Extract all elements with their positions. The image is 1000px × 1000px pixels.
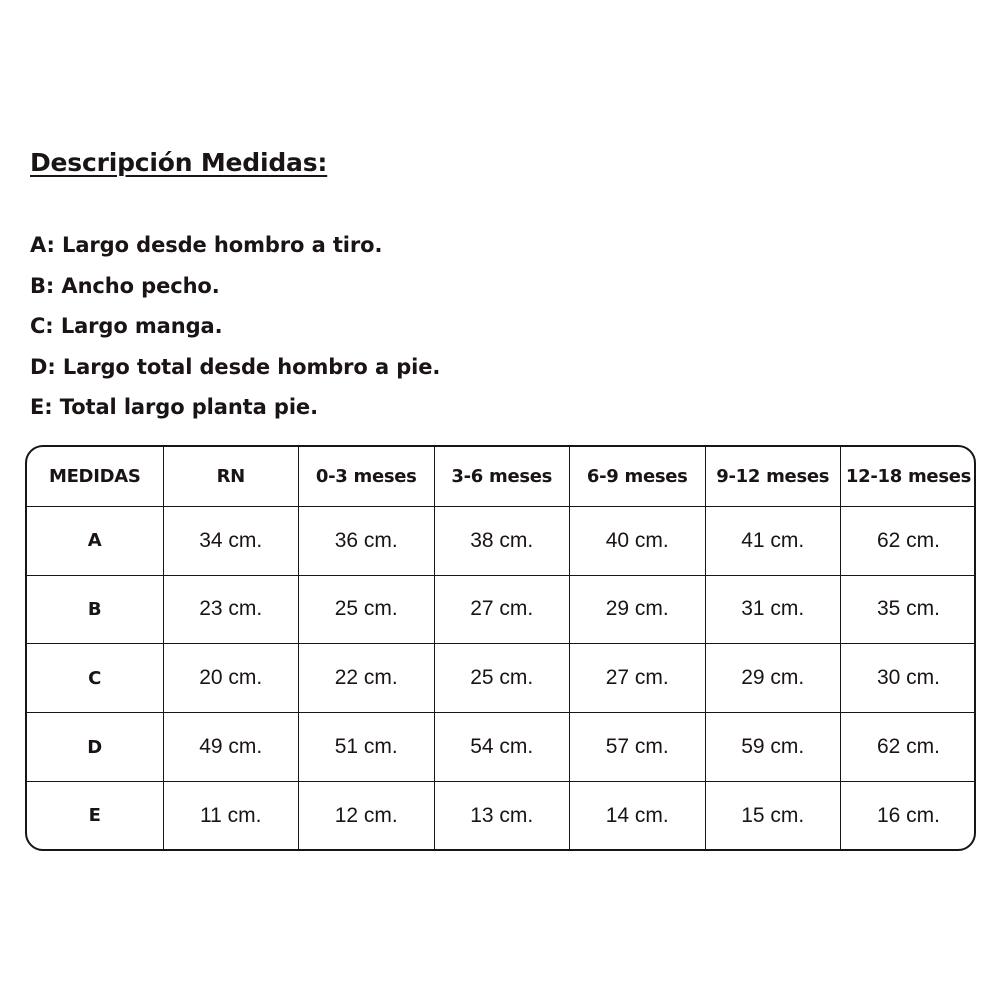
description-c: C: Largo manga.: [30, 314, 223, 338]
table-cell: 20 cm.: [163, 644, 299, 713]
table-cell: 49 cm.: [163, 713, 299, 782]
table-cell: 31 cm.: [705, 575, 841, 644]
table-cell: 51 cm.: [299, 713, 435, 782]
size-table-container: [25, 445, 976, 851]
table-cell: 41 cm.: [705, 506, 841, 575]
table-cell: 38 cm.: [434, 506, 570, 575]
table-cell: 25 cm.: [299, 575, 435, 644]
table-cell: 62 cm.: [841, 506, 977, 575]
table-cell: 57 cm.: [570, 713, 706, 782]
table-cell: 25 cm.: [434, 644, 570, 713]
page-title: Descripción Medidas:: [30, 148, 328, 177]
row-label: C: [27, 644, 163, 713]
table-row: [27, 506, 976, 575]
table-cell: 40 cm.: [570, 506, 706, 575]
table-cell: 35 cm.: [841, 575, 977, 644]
description-d: D: Largo total desde hombro a pie.: [30, 354, 441, 379]
table-cell: 27 cm.: [434, 575, 570, 644]
row-label: B: [27, 575, 163, 644]
table-cell: 23 cm.: [163, 575, 299, 644]
column-header: 6-9 meses: [570, 447, 706, 506]
table-cell: 59 cm.: [705, 713, 841, 782]
table-cell: 14 cm.: [570, 782, 706, 850]
description-b: B: Ancho pecho.: [30, 273, 220, 298]
table-cell: 36 cm.: [299, 506, 435, 575]
row-label: D: [27, 713, 163, 782]
table-cell: 22 cm.: [299, 644, 435, 713]
description-e: E: Total largo planta pie.: [30, 395, 318, 419]
row-label: E: [27, 782, 163, 850]
column-header: RN: [163, 447, 299, 506]
table-cell: 27 cm.: [570, 644, 706, 713]
column-header: 9-12 meses: [705, 447, 841, 506]
table-row: [27, 713, 976, 782]
table-row: [27, 644, 976, 713]
column-header: 3-6 meses: [434, 447, 570, 506]
size-table: [27, 447, 976, 849]
table-cell: 54 cm.: [434, 713, 570, 782]
column-header: 12-18 meses: [841, 447, 977, 506]
table-cell: 29 cm.: [570, 575, 706, 644]
measurement-descriptions: [30, 228, 440, 431]
table-cell: 11 cm.: [163, 782, 299, 850]
description-a: A: Largo desde hombro a tiro.: [30, 233, 383, 257]
table-cell: 16 cm.: [841, 782, 977, 850]
table-row: [27, 575, 976, 644]
table-cell: 15 cm.: [705, 782, 841, 850]
table-cell: 29 cm.: [705, 644, 841, 713]
column-header: MEDIDAS: [27, 447, 163, 506]
table-cell: 34 cm.: [163, 506, 299, 575]
row-label: A: [27, 506, 163, 575]
column-header: 0-3 meses: [299, 447, 435, 506]
table-cell: 30 cm.: [841, 644, 977, 713]
table-cell: 12 cm.: [299, 782, 435, 850]
table-header-row: [27, 447, 976, 506]
table-cell: 13 cm.: [434, 782, 570, 850]
table-row: [27, 782, 976, 850]
table-cell: 62 cm.: [841, 713, 977, 782]
